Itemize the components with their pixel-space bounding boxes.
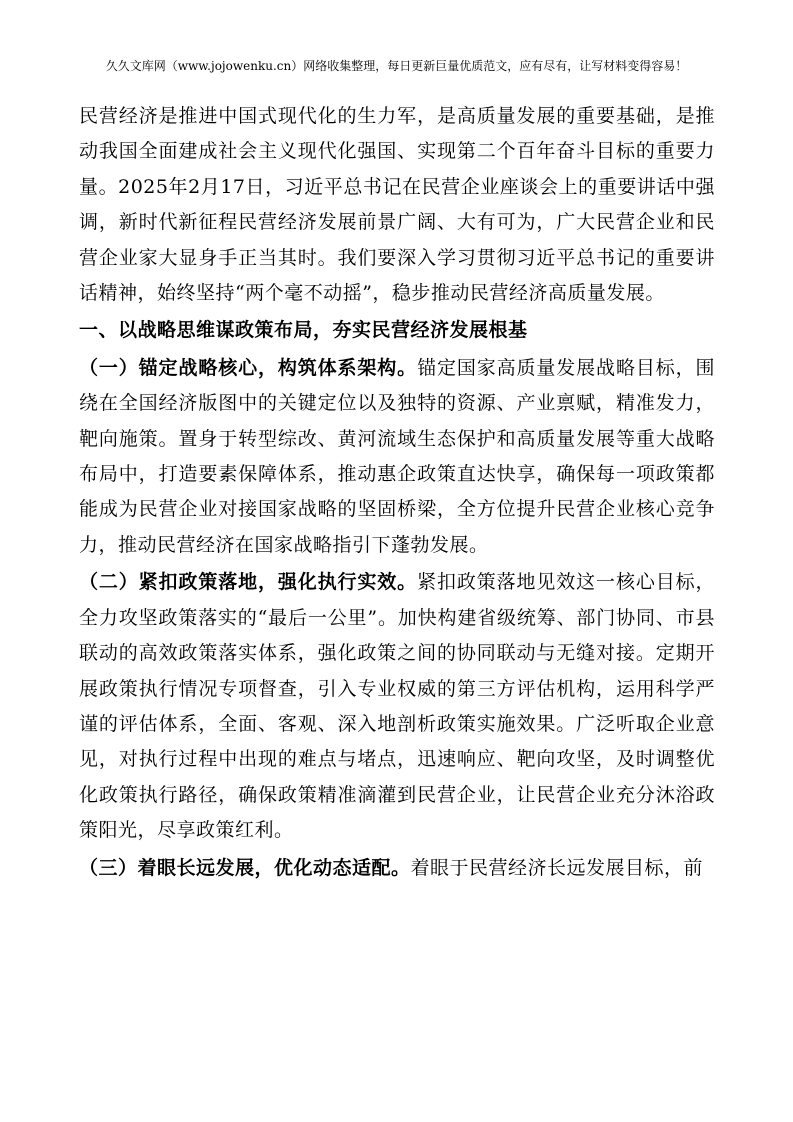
subsection-1-title: （一）锚定战略核心，构筑体系架构。 <box>79 356 418 379</box>
subsection-2-text: 紧扣政策落地见效这一核心目标，全力攻坚政策落实的“最后一公里”。加快构建省级统筹、部门协同、市县联动的高效政策落实体系，强化政策之间的协同联动与无缝对接。定期开展政策执行情况专项督查，引入专业权威的第三方评估机构，运用科学严谨的评估体系，全面、客观、深入地剖析政策实施效果。广泛听取企业意见，对执行过程中出现的难点与堵点，迅速响应、靶向攻坚，及时调整优化政策执行路径，确保政策精准滴灌到民营企业，让民营企业充分沐浴政策阳光，尽享政策红利。 <box>79 571 715 842</box>
subsection-3-paragraph <box>79 851 715 886</box>
intro-paragraph: 民营经济是推进中国式现代化的生力军，是高质量发展的重要基础，是推动我国全面建成社会主义现代化强国、实现第二个百年奋斗目标的重要力量。2025年2月17日，习近平总书记在民营企业座谈会上的重要讲话中强调，新时代新征程民营经济发展前景广阔、大有可为，广大民营企业和民营企业家大显身手正当其时。我们要深入学习贯彻习近平总书记的重要讲话精神，始终坚持“两个毫不动摇”，稳步推动民营经济高质量发展。 <box>79 105 715 305</box>
section-1-heading: 一、以战略思维谋政策布局，夯实民营经济发展根基 <box>79 319 528 342</box>
subsection-2-title: （二）紧扣政策落地，强化执行实效。 <box>79 571 418 594</box>
subsection-1-text: 锚定国家高质量发展战略目标，围绕在全国经济版图中的关键定位以及独特的资源、产业禀赋，精准发力，靶向施策。置身于转型综改、黄河流域生态保护和高质量发展等重大战略布局中，打造要素保障体系，推动惠企政策直达快享，确保每一项政策都能成为民营企业对接国家战略的坚固桥梁，全方位提升民营企业核心竞争力，推动民营经济在国家战略指引下蓬勃发展。 <box>79 356 715 556</box>
document-body <box>79 99 715 886</box>
subsection-3-title: （三）着眼长远发展，优化动态适配。 <box>79 856 411 879</box>
page-header-banner: 久久文库网（www.jojowenku.cn）网络收集整理，每日更新巨量优质范文，应有尽有，让写材料变得容易！ <box>105 59 688 73</box>
subsection-1-paragraph <box>79 351 715 563</box>
subsection-2-paragraph <box>79 565 715 848</box>
subsection-3-text: 着眼于民营经济长远发展目标，前 <box>410 856 704 879</box>
